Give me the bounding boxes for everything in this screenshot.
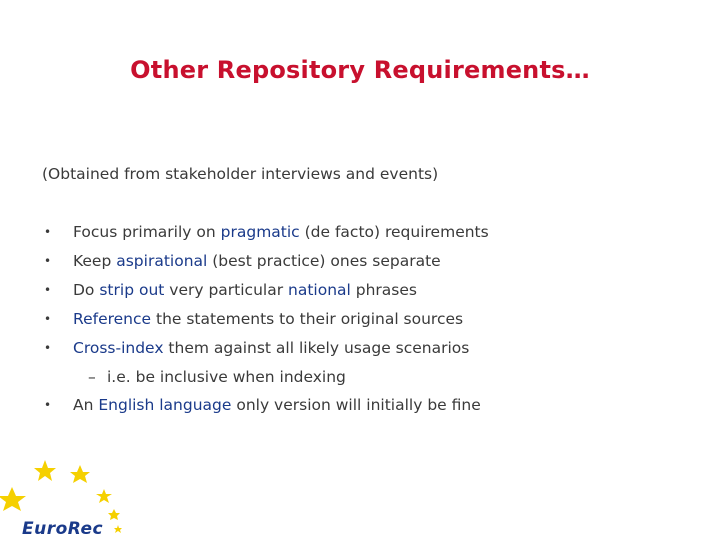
eurorec-logo-text: EuroRec xyxy=(22,519,104,539)
bullet-list xyxy=(44,218,704,420)
bullet-text: (best practice) ones separate xyxy=(207,252,441,270)
sub-list-item xyxy=(44,363,704,391)
bullet-text: Focus primarily on xyxy=(73,223,221,241)
bullet-text: (de facto) requirements xyxy=(299,223,489,241)
bullet-highlight: aspirational xyxy=(116,252,208,270)
bullet-highlight: English language xyxy=(98,396,232,414)
bullet-text: the statements to their original sources xyxy=(151,310,464,328)
sub-bullet-text: i.e. be inclusive when indexing xyxy=(107,368,346,386)
bullet-text: very particular xyxy=(164,281,288,299)
bullet-dot-icon: • xyxy=(44,254,52,268)
bullet-text: phrases xyxy=(350,281,417,299)
bullet-dot-icon: • xyxy=(44,283,52,297)
bullet-highlight: Cross-index xyxy=(73,339,164,357)
bullet-highlight: Reference xyxy=(73,310,152,328)
bullet-text: Do xyxy=(73,281,100,299)
list-item xyxy=(44,334,704,363)
bullet-dot-icon: • xyxy=(44,225,52,239)
list-item xyxy=(44,305,704,334)
bullet-text: An xyxy=(73,396,99,414)
list-item xyxy=(44,276,704,305)
bullet-text: Keep xyxy=(73,252,117,270)
list-item xyxy=(44,247,704,276)
bullet-highlight: pragmatic xyxy=(220,223,300,241)
sub-bullet-dash-icon: – xyxy=(88,368,96,386)
bullet-text: only version will initially be fine xyxy=(231,396,481,414)
list-item xyxy=(44,391,704,420)
bullet-text: them against all likely usage scenarios xyxy=(163,339,470,357)
bullet-highlight: national xyxy=(288,281,351,299)
bullet-highlight: strip out xyxy=(99,281,165,299)
bullet-dot-icon: • xyxy=(44,398,52,412)
slide-title: Other Repository Requirements… xyxy=(130,56,590,84)
bullet-dot-icon: • xyxy=(44,312,52,326)
slide-subtitle: (Obtained from stakeholder interviews and events) xyxy=(42,165,439,183)
bullet-dot-icon: • xyxy=(44,341,52,355)
list-item xyxy=(44,218,704,247)
